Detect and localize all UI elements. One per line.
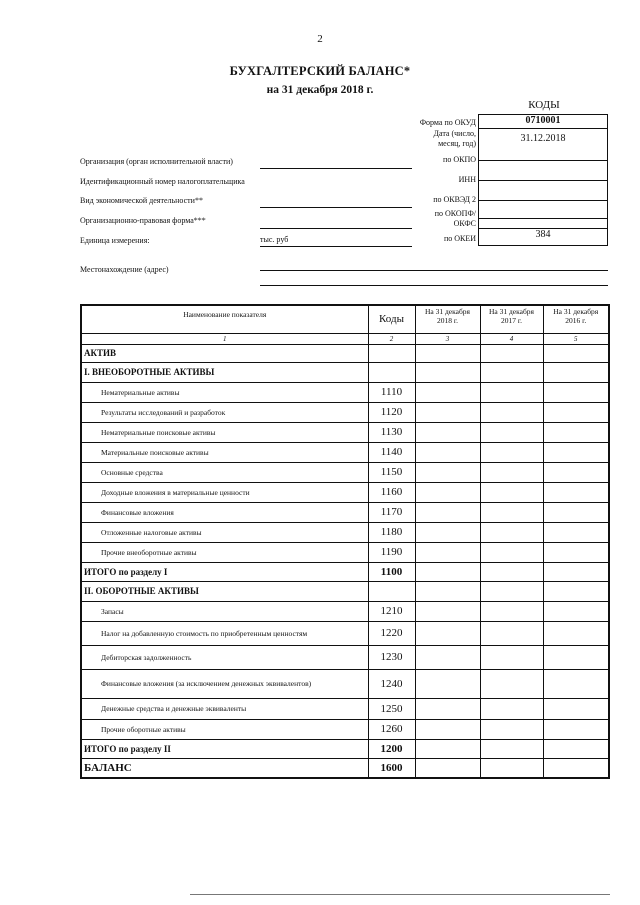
row-name: БАЛАНС — [81, 758, 368, 778]
table-row — [81, 645, 609, 669]
value-2018 — [415, 362, 480, 382]
value-2016 — [543, 601, 609, 621]
legal-form-line — [260, 228, 412, 229]
column-number: 1 — [81, 333, 368, 344]
row-code: 1180 — [368, 522, 415, 542]
table-row — [81, 621, 609, 645]
units-label: Единица измерения: — [80, 236, 150, 245]
value-2018 — [415, 382, 480, 402]
document-title: БУХГАЛТЕРСКИЙ БАЛАНС* — [229, 64, 411, 78]
codes-heading: КОДЫ — [528, 99, 560, 111]
date-label-1: Дата (число, — [433, 129, 476, 138]
value-2016 — [543, 698, 609, 719]
legal-form-label: Организационно-правовая форма*** — [80, 216, 206, 225]
row-name: Результаты исследований и разработок — [81, 402, 368, 422]
row-name: ИТОГО по разделу I — [81, 562, 368, 581]
header-2016: На 31 декабря 2016 г. — [543, 305, 609, 333]
header-2017: На 31 декабря 2017 г. — [480, 305, 543, 333]
value-2018 — [415, 344, 480, 362]
date-value: 31.12.2018 — [479, 129, 607, 161]
value-2017 — [480, 758, 543, 778]
value-2016 — [543, 669, 609, 698]
value-2016 — [543, 719, 609, 739]
row-code: 1230 — [368, 645, 415, 669]
value-2016 — [543, 645, 609, 669]
table-row — [81, 422, 609, 442]
value-2017 — [480, 344, 543, 362]
row-code: 1150 — [368, 462, 415, 482]
value-2017 — [480, 739, 543, 758]
table-row — [81, 719, 609, 739]
inn-value — [479, 181, 607, 201]
value-2017 — [480, 482, 543, 502]
taxpayer-id-label: Идентификационный номер налогоплательщика — [80, 177, 245, 186]
value-2017 — [480, 601, 543, 621]
value-2016 — [543, 362, 609, 382]
table-row — [81, 739, 609, 758]
okopf-label-2: ОКФС — [453, 219, 476, 228]
row-code — [368, 362, 415, 382]
row-code — [368, 581, 415, 601]
value-2017 — [480, 402, 543, 422]
value-2018 — [415, 645, 480, 669]
value-2016 — [543, 382, 609, 402]
column-number: 4 — [480, 333, 543, 344]
row-code: 1250 — [368, 698, 415, 719]
value-2018 — [415, 522, 480, 542]
value-2018 — [415, 502, 480, 522]
table-row — [81, 482, 609, 502]
value-2017 — [480, 562, 543, 581]
column-number: 3 — [415, 333, 480, 344]
table-row — [81, 522, 609, 542]
row-code: 1260 — [368, 719, 415, 739]
table-row — [81, 581, 609, 601]
header-2018: На 31 декабря 2018 г. — [415, 305, 480, 333]
value-2016 — [543, 739, 609, 758]
row-name: Запасы — [81, 601, 368, 621]
row-name: I. ВНЕОБОРОТНЫЕ АКТИВЫ — [81, 362, 368, 382]
balance-table — [80, 304, 610, 779]
value-2016 — [543, 402, 609, 422]
row-name: Отложенные налоговые активы — [81, 522, 368, 542]
table-row — [81, 601, 609, 621]
row-code: 1110 — [368, 382, 415, 402]
address-line-1 — [260, 270, 608, 271]
row-name: Финансовые вложения (за исключением денежных эквивалентов) — [81, 669, 368, 698]
table-row — [81, 669, 609, 698]
row-name: Материальные поисковые активы — [81, 442, 368, 462]
document-date: на 31 декабря 2018 г. — [266, 84, 374, 96]
row-code: 1170 — [368, 502, 415, 522]
row-code: 1160 — [368, 482, 415, 502]
value-2018 — [415, 758, 480, 778]
activity-line — [260, 207, 412, 208]
value-2017 — [480, 719, 543, 739]
okei-label: по ОКЕИ — [443, 234, 476, 243]
header-code: Коды — [368, 305, 415, 333]
value-2017 — [480, 698, 543, 719]
row-code: 1220 — [368, 621, 415, 645]
row-name: Денежные средства и денежные эквиваленты — [81, 698, 368, 719]
row-name: Налог на добавленную стоимость по приобретенным ценностям — [81, 621, 368, 645]
value-2016 — [543, 422, 609, 442]
value-2017 — [480, 522, 543, 542]
address-line-2 — [260, 285, 608, 286]
value-2018 — [415, 482, 480, 502]
value-2018 — [415, 562, 480, 581]
row-code: 1190 — [368, 542, 415, 562]
table-row — [81, 562, 609, 581]
table-row — [81, 402, 609, 422]
value-2017 — [480, 422, 543, 442]
table-row — [81, 382, 609, 402]
value-2018 — [415, 739, 480, 758]
value-2016 — [543, 502, 609, 522]
value-2018 — [415, 442, 480, 462]
value-2016 — [543, 482, 609, 502]
units-line — [260, 246, 412, 247]
date-label-2: месяц, год) — [438, 139, 476, 148]
okopf-label-1: по ОКОПФ/ — [434, 209, 476, 218]
codes-box — [478, 114, 608, 246]
row-code: 1130 — [368, 422, 415, 442]
footer-line — [190, 894, 610, 895]
table-row — [81, 502, 609, 522]
value-2016 — [543, 621, 609, 645]
table-row — [81, 542, 609, 562]
value-2016 — [543, 581, 609, 601]
row-code: 1120 — [368, 402, 415, 422]
header-name: Наименование показателя — [81, 305, 368, 333]
row-name: АКТИВ — [81, 344, 368, 362]
inn-label: ИНН — [458, 175, 476, 184]
okei-value: 384 — [535, 229, 551, 240]
okud-value: 0710001 — [479, 115, 607, 129]
value-2018 — [415, 719, 480, 739]
value-2017 — [480, 362, 543, 382]
organization-line — [260, 168, 412, 169]
value-2018 — [415, 601, 480, 621]
row-code: 1100 — [368, 562, 415, 581]
okved-label: по ОКВЭД 2 — [433, 195, 476, 204]
row-name: ИТОГО по разделу II — [81, 739, 368, 758]
okved-value — [479, 201, 607, 219]
value-2016 — [543, 442, 609, 462]
value-2018 — [415, 581, 480, 601]
row-name: Доходные вложения в материальные ценности — [81, 482, 368, 502]
page-number: 2 — [317, 33, 323, 45]
value-2017 — [480, 669, 543, 698]
row-name: Финансовые вложения — [81, 502, 368, 522]
okud-label: Форма по ОКУД — [419, 118, 476, 127]
row-code: 1140 — [368, 442, 415, 462]
value-2017 — [480, 502, 543, 522]
row-code: 1210 — [368, 601, 415, 621]
row-name: Прочие внеоборотные активы — [81, 542, 368, 562]
value-2018 — [415, 669, 480, 698]
value-2017 — [480, 442, 543, 462]
row-code: 1240 — [368, 669, 415, 698]
value-2018 — [415, 542, 480, 562]
value-2018 — [415, 402, 480, 422]
value-2016 — [543, 344, 609, 362]
value-2016 — [543, 542, 609, 562]
value-2016 — [543, 758, 609, 778]
table-row — [81, 758, 609, 778]
value-2017 — [480, 542, 543, 562]
organization-label: Организация (орган исполнительной власти) — [80, 157, 233, 166]
units-value: тыс. руб — [260, 235, 289, 244]
value-2017 — [480, 581, 543, 601]
column-number: 2 — [368, 333, 415, 344]
value-2017 — [480, 621, 543, 645]
value-2018 — [415, 621, 480, 645]
table-row — [81, 462, 609, 482]
value-2016 — [543, 522, 609, 542]
activity-label: Вид экономической деятельности** — [80, 196, 203, 205]
table-row — [81, 442, 609, 462]
address-label: Местонахождение (адрес) — [80, 265, 169, 274]
value-2017 — [480, 382, 543, 402]
value-2018 — [415, 698, 480, 719]
value-2018 — [415, 462, 480, 482]
column-number: 5 — [543, 333, 609, 344]
value-2018 — [415, 422, 480, 442]
value-2017 — [480, 462, 543, 482]
row-name: Нематериальные активы — [81, 382, 368, 402]
row-code — [368, 344, 415, 362]
row-code: 1200 — [368, 739, 415, 758]
table-row — [81, 698, 609, 719]
okpo-value — [479, 161, 607, 181]
row-name: Прочие оборотные активы — [81, 719, 368, 739]
value-2016 — [543, 462, 609, 482]
row-name: Нематериальные поисковые активы — [81, 422, 368, 442]
row-code: 1600 — [368, 758, 415, 778]
row-name: II. ОБОРОТНЫЕ АКТИВЫ — [81, 581, 368, 601]
table-row — [81, 344, 609, 362]
value-2017 — [480, 645, 543, 669]
okpo-label: по ОКПО — [443, 155, 476, 164]
okopf-value — [479, 219, 607, 229]
table-row — [81, 362, 609, 382]
row-name: Основные средства — [81, 462, 368, 482]
row-name: Дебиторская задолженность — [81, 645, 368, 669]
value-2016 — [543, 562, 609, 581]
